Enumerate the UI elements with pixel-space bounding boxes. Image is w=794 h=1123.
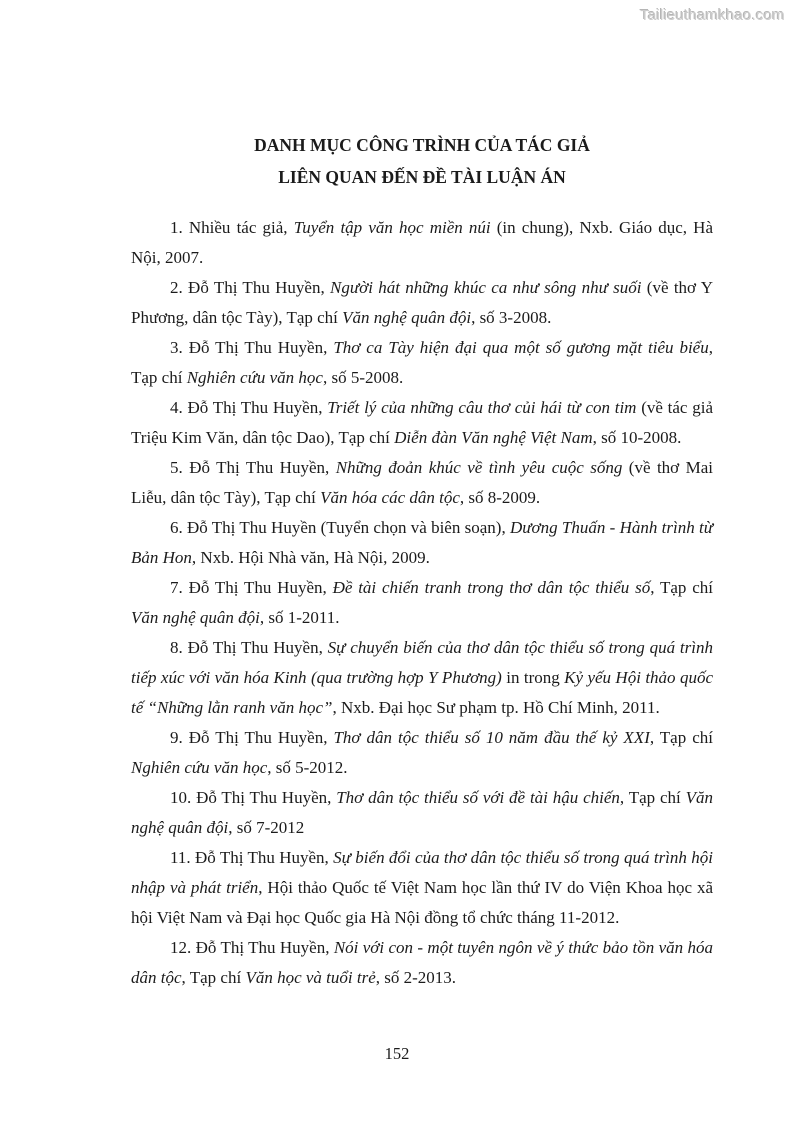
reference-text-segment: , Tạp chí <box>649 728 713 747</box>
reference-text-segment: , số 7-2012 <box>228 818 305 837</box>
reference-text-segment: 7. Đỗ Thị Thu Huyền, <box>170 578 333 597</box>
reference-text-segment: , Tạp chí <box>181 968 246 987</box>
reference-text-segment: 2. Đỗ Thị Thu Huyền, <box>170 278 331 297</box>
reference-text-segment: , Tạp chí <box>619 788 686 807</box>
reference-title-segment: Văn hóa các dân tộc <box>320 488 460 507</box>
reference-text-segment: 10. Đỗ Thị Thu Huyền, <box>170 788 337 807</box>
reference-title-segment: Những đoản khúc về tình yêu cuộc sống <box>335 458 623 477</box>
reference-text-segment: (về thơ Mai Liễu, dân tộc Tày), Tạp chí <box>131 458 713 507</box>
reference-title-segment: Sự biến đổi của thơ dân tộc thiểu số trong quá trình hội nhập và phát triển <box>131 848 713 897</box>
reference-text-segment: , số 5-2008. <box>322 368 404 387</box>
document-title-line-2: LIÊN QUAN ĐẾN ĐỀ TÀI LUẬN ÁN <box>278 167 566 187</box>
reference-title-segment: Nghiên cứu văn học <box>131 758 268 777</box>
reference-title-segment: Sự chuyển biến của thơ dân tộc thiểu số trong quá trình tiếp xúc với văn hóa Kinh (qua trường hợp Y Phương) <box>131 638 713 687</box>
reference-item <box>131 843 713 933</box>
reference-item <box>131 213 713 273</box>
reference-title-segment: Nghiên cứu văn học <box>186 368 323 387</box>
reference-title-segment: Đề tài chiến tranh trong thơ dân tộc thiểu số <box>332 578 651 597</box>
watermark-text: Tailieuthamkhao.com <box>640 7 785 24</box>
reference-text-segment: , số 5-2012. <box>267 758 348 777</box>
reference-text-segment: , số 8-2009. <box>459 488 541 507</box>
reference-title-segment: Người hát những khúc ca như sông như suối <box>330 278 642 297</box>
reference-title-segment: Triết lý của những câu thơ củi hái từ con tim <box>327 398 637 417</box>
reference-item <box>131 513 713 573</box>
reference-text-segment: 3. Đỗ Thị Thu Huyền, <box>170 338 334 357</box>
reference-item <box>131 393 713 453</box>
reference-list <box>131 213 713 993</box>
reference-title-segment: Diễn đàn Văn nghệ Việt Nam <box>394 428 593 447</box>
reference-title-segment: Văn học và tuổi trẻ <box>245 968 376 987</box>
reference-text-segment: in trong <box>501 668 565 687</box>
reference-text-segment: , số 1-2011. <box>259 608 340 627</box>
reference-text-segment: , Tạp chí <box>131 338 713 387</box>
reference-item <box>131 573 713 633</box>
reference-title-segment: Tuyển tập văn học miền núi <box>293 218 491 237</box>
page-number: 152 <box>384 1044 410 1063</box>
reference-title-segment: Thơ ca Tày hiện đại qua một số gương mặt tiêu biểu <box>333 338 709 357</box>
reference-text-segment: 4. Đỗ Thị Thu Huyền, <box>170 398 328 417</box>
reference-title-segment: Thơ dân tộc thiểu số với đề tài hậu chiến <box>336 788 620 807</box>
reference-item <box>131 333 713 393</box>
reference-title-segment: Dương Thuấn - Hành trình từ Bản Hon <box>131 518 713 567</box>
reference-item <box>131 783 713 843</box>
reference-text-segment: , số 3-2008. <box>471 308 552 327</box>
reference-text-segment: , số 2-2013. <box>375 968 457 987</box>
reference-title-segment: Văn nghệ quân đội <box>131 788 713 837</box>
reference-text-segment: , Hội thảo Quốc tế Việt Nam học lần thứ IV do Viện Khoa học xã hội Việt Nam và Đại học Quốc gia Hà Nội đồng tổ chức tháng 11-2012. <box>131 878 713 927</box>
reference-text-segment: , Tạp chí <box>650 578 713 597</box>
reference-title-segment: Kỷ yếu Hội thảo quốc tế “Những lằn ranh văn học” <box>131 668 714 717</box>
reference-item <box>131 633 713 723</box>
reference-text-segment: (in chung), Nxb. Giáo dục, Hà Nội, 2007. <box>131 218 713 267</box>
reference-text-segment: 9. Đỗ Thị Thu Huyền, <box>170 728 334 747</box>
reference-text-segment: 8. Đỗ Thị Thu Huyền, <box>170 638 328 657</box>
reference-title-segment: Thơ dân tộc thiểu số 10 năm đầu thế kỷ XXI <box>333 728 650 747</box>
reference-text-segment: , số 10-2008. <box>592 428 682 447</box>
reference-text-segment: , Nxb. Đại học Sư phạm tp. Hồ Chí Minh, 2011. <box>332 698 660 717</box>
reference-text-segment: (về thơ Y Phương, dân tộc Tày), Tạp chí <box>131 278 713 327</box>
reference-text-segment: (về tác giả Triệu Kim Văn, dân tộc Dao), Tạp chí <box>131 398 713 447</box>
reference-item <box>131 453 713 513</box>
reference-item <box>131 933 713 993</box>
reference-item <box>131 273 713 333</box>
document-title-line-1: DANH MỤC CÔNG TRÌNH CỦA TÁC GIẢ <box>254 135 590 155</box>
reference-text-segment: , Nxb. Hội Nhà văn, Hà Nội, 2009. <box>191 548 430 567</box>
reference-text-segment: 12. Đỗ Thị Thu Huyền, <box>170 938 334 957</box>
page-content <box>131 129 713 993</box>
reference-text-segment: 5. Đỗ Thị Thu Huyền, <box>170 458 336 477</box>
document-title <box>131 129 713 193</box>
reference-title-segment: Văn nghệ quân đội <box>131 608 260 627</box>
reference-title-segment: Nói với con - một tuyên ngôn về ý thức bảo tồn văn hóa dân tộc <box>131 938 713 987</box>
reference-text-segment: 6. Đỗ Thị Thu Huyền (Tuyển chọn và biên soạn), <box>170 518 510 537</box>
reference-text-segment: 11. Đỗ Thị Thu Huyền, <box>170 848 334 867</box>
reference-item <box>131 723 713 783</box>
reference-title-segment: Văn nghệ quân đội <box>342 308 472 327</box>
reference-text-segment: 1. Nhiều tác giả, <box>170 218 294 237</box>
